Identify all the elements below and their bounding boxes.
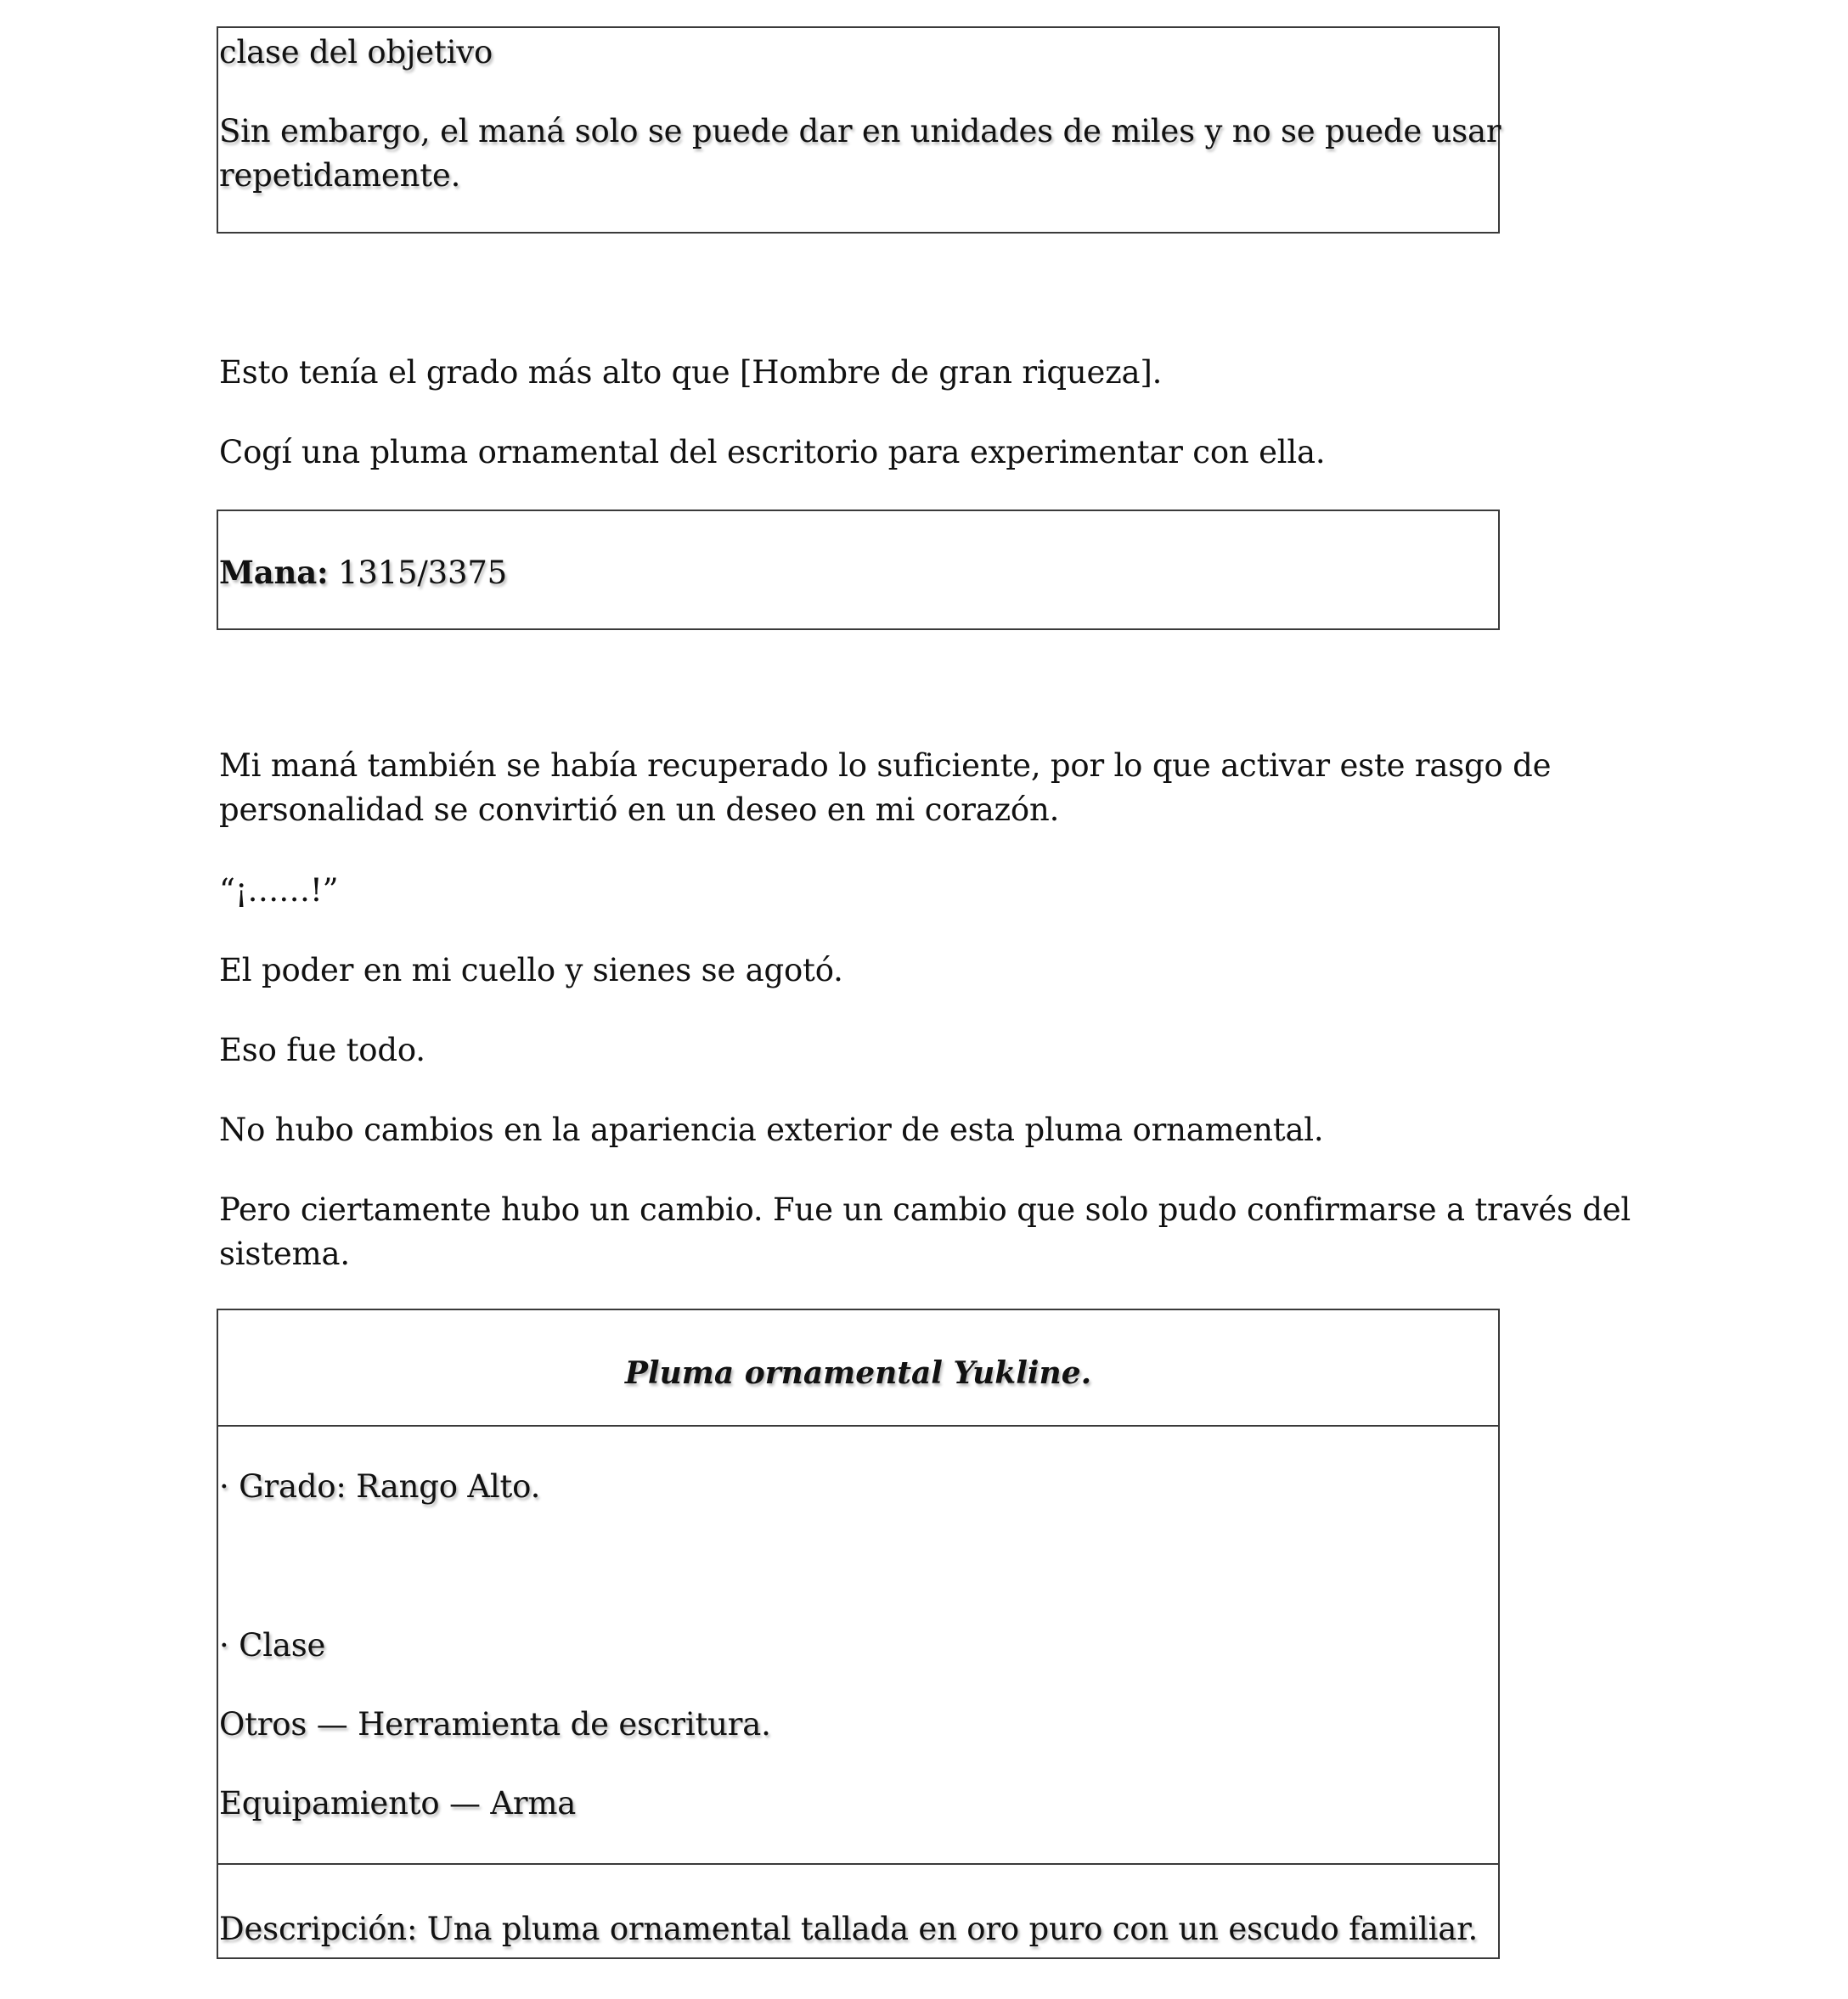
paragraph-power-depleted: El poder en mi cuello y sienes se agotó.	[219, 952, 843, 988]
paragraph-mana-recovered-line-2: personalidad se convirtió en un deseo en mi corazón.	[219, 791, 1060, 828]
paragraph-no-external-change: No hubo cambios en la apariencia exterior de esta pluma ornamental.	[219, 1112, 1324, 1148]
mana-status-line	[219, 550, 507, 595]
paragraph-mana-recovered-line-1: Mi maná también se había recuperado lo suficiente, por lo que activar este rasgo de	[219, 747, 1552, 784]
paragraph-that-was-all: Eso fue todo.	[219, 1032, 425, 1068]
paragraph-grade-comparison: Esto tenía el grado más alto que [Hombre de gran riqueza].	[219, 354, 1163, 391]
item-class-other: Otros — Herramienta de escritura.	[219, 1706, 771, 1743]
paragraph-exclamation: “¡……!”	[219, 872, 339, 909]
table-divider-description	[217, 1863, 1500, 1865]
item-grade: · Grado: Rango Alto.	[219, 1468, 541, 1505]
mana-label: Mana:	[219, 554, 329, 591]
mana-value: 1315/3375	[338, 555, 508, 591]
note-box-top-line-2: Sin embargo, el maná solo se puede dar en unidades de miles y no se puede usar	[219, 113, 1502, 149]
item-title: Pluma ornamental Yukline.	[624, 1355, 1092, 1391]
note-box-top-line-1: clase del objetivo	[219, 34, 493, 70]
item-info-table	[217, 1309, 1500, 1959]
note-box-top-line-3: repetidamente.	[219, 157, 461, 194]
paragraph-system-change-line-2: sistema.	[219, 1236, 350, 1272]
item-description: Descripción: Una pluma ornamental tallada en oro puro con un escudo familiar.	[219, 1911, 1479, 1947]
paragraph-system-change-line-1: Pero ciertamente hubo un cambio. Fue un cambio que solo pudo confirmarse a través del	[219, 1191, 1631, 1228]
paragraph-took-pen: Cogí una pluma ornamental del escritorio para experimentar con ella.	[219, 434, 1326, 470]
item-class-heading: · Clase	[219, 1627, 326, 1664]
table-divider-header	[217, 1425, 1500, 1427]
item-class-equipment: Equipamiento — Arma	[219, 1785, 577, 1822]
